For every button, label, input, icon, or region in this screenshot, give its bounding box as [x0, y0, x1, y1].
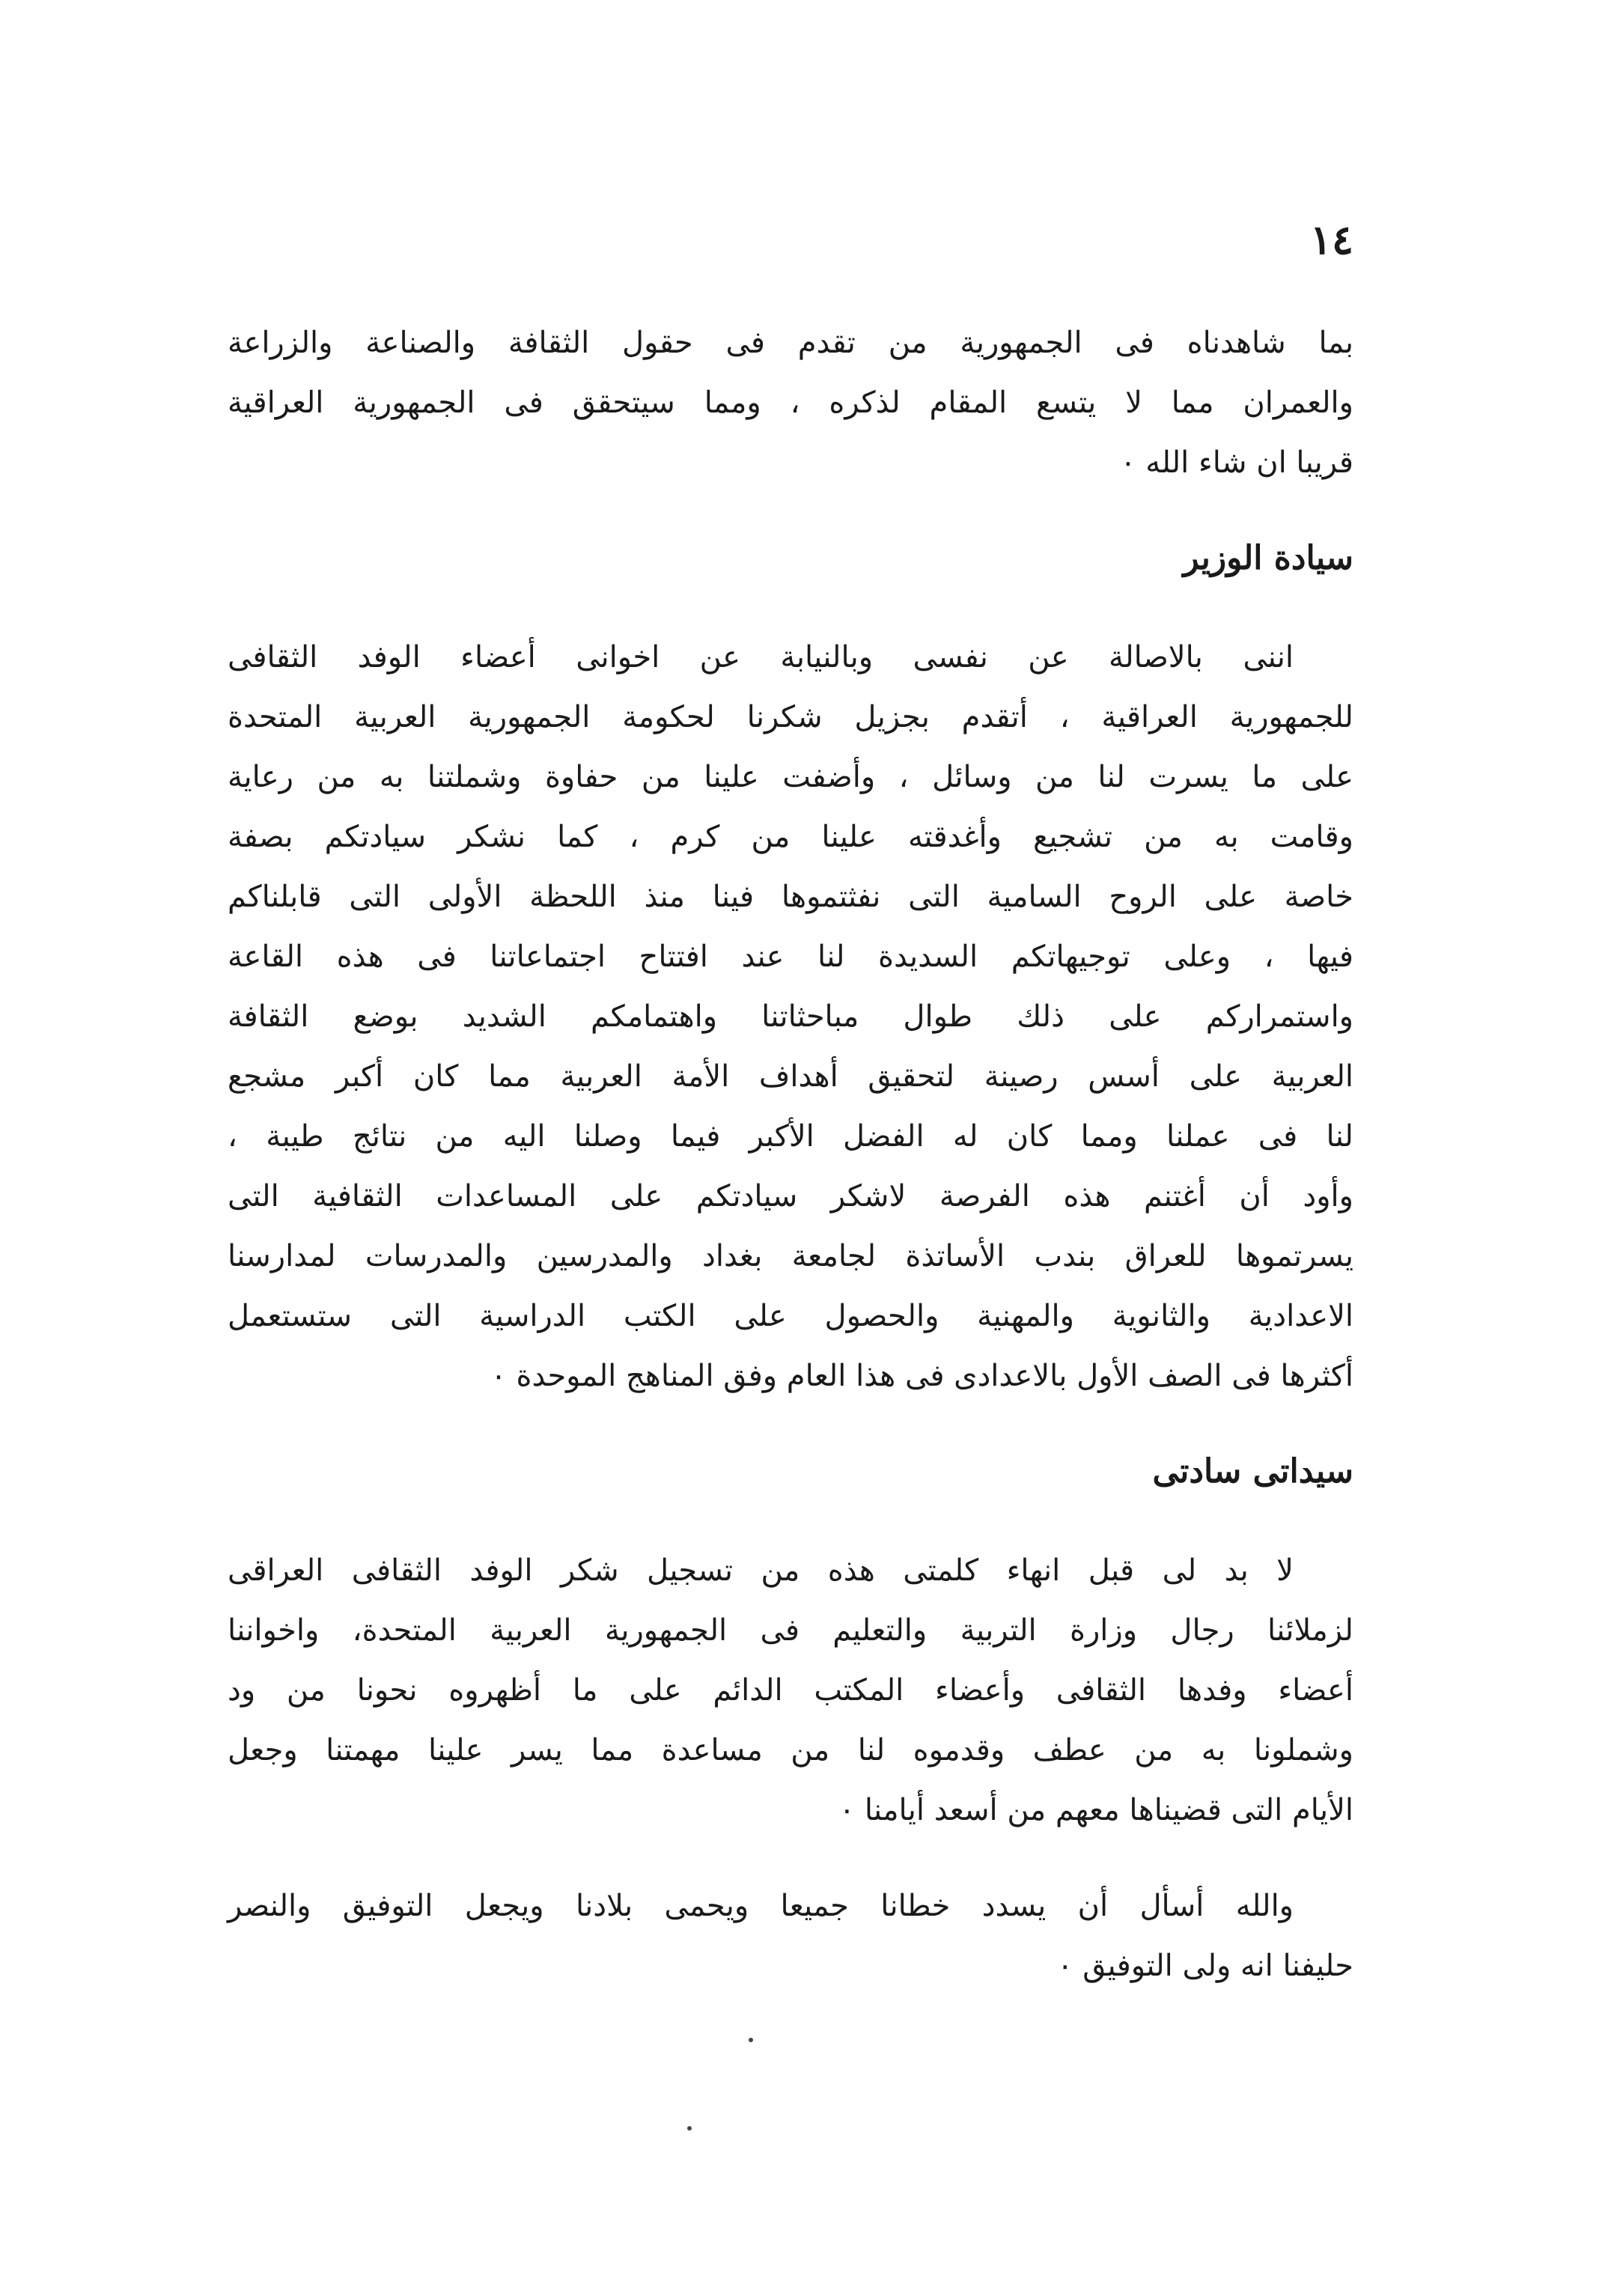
section-2-paragraph — [228, 1541, 1353, 1840]
paragraph-line: لا بد لى قبل انهاء كلمتى هذه من تسجيل شكر الوفد الثقافى العراقى — [228, 1553, 1294, 1588]
paragraph-line: يسرتموها للعراق بندب الأساتذة لجامعة بغداد والمدرسين والمدرسات لمدارسنا — [228, 1239, 1353, 1273]
paragraph-line: لزملائنا رجال وزارة التربية والتعليم فى الجمهورية العربية المتحدة، واخواننا — [228, 1613, 1353, 1648]
paragraph-line: بما شاهدناه فى الجمهورية من تقدم فى حقول الثقافة والصناعة والزراعة — [228, 326, 1353, 360]
scan-speck — [687, 2126, 692, 2131]
paragraph-line: والله أسأل أن يسدد خطانا جميعا ويحمى بلادنا ويجعل التوفيق والنصر — [228, 1889, 1294, 1923]
scan-speck — [749, 2038, 753, 2042]
paragraph-line: أكثرها فى الصف الأول بالاعدادى فى هذا العام وفق المناهج الموحدة ٠ — [490, 1359, 1353, 1393]
paragraph-line: للجمهورية العراقية ، أتقدم بجزيل شكرنا لحكومة الجمهورية العربية المتحدة — [228, 700, 1353, 734]
paragraph-line: وأود أن أغتنم هذه الفرصة لاشكر سيادتكم على المساعدات الثقافية التى — [228, 1179, 1353, 1214]
section-1-paragraph — [228, 627, 1353, 1406]
paragraph-line: وقامت به من تشجيع وأغدقته علينا من كرم ، كما نشكر سيادتكم بصفة — [228, 820, 1353, 854]
paragraph-line: والعمران مما لا يتسع المقام لذكره ، ومما سيتحقق فى الجمهورية العراقية — [228, 386, 1353, 420]
page-number: ١٤ — [1309, 216, 1353, 264]
text-column — [228, 313, 1353, 1996]
paragraph-line: الاعدادية والثانوية والمهنية والحصول على الكتب الدراسية التى ستستعمل — [228, 1299, 1353, 1333]
paragraph-line: العربية على أسس رصينة لتحقيق أهداف الأمة العربية مما كان أكبر مشجع — [228, 1059, 1353, 1094]
paragraph-line: وشملونا به من عطف وقدموه لنا من مساعدة مما يسر علينا مهمتنا وجعل — [228, 1733, 1353, 1767]
paragraph-line: الأيام التى قضيناها معهم من أسعد أيامنا ٠ — [838, 1793, 1353, 1827]
closing-paragraph — [228, 1876, 1353, 1996]
paragraph-line: اننى بالاصالة عن نفسى وبالنيابة عن اخوانى أعضاء الوفد الثقافى — [228, 640, 1294, 675]
section-heading: سيداتى سادتى — [1152, 1452, 1353, 1490]
paragraph-line: على ما يسرت لنا من وسائل ، وأضفت علينا من حفاوة وشملتنا به من رعاية — [228, 760, 1354, 794]
paragraph-line: قريبا ان شاء الله ٠ — [1120, 445, 1353, 480]
paragraph-line: واستمراركم على ذلك طوال مباحثاتنا واهتمامكم الشديد بوضع الثقافة — [228, 999, 1353, 1034]
paragraph-line: خاصة على الروح السامية التى نفثتموها فينا منذ اللحظة الأولى التى قابلناكم — [228, 880, 1353, 914]
intro-paragraph — [228, 313, 1353, 493]
paragraph-line: لنا فى عملنا ومما كان له الفضل الأكبر فيما وصلنا اليه من نتائج طيبة ، — [228, 1119, 1353, 1154]
paragraph-line: أعضاء وفدها الثقافى وأعضاء المكتب الدائم على ما أظهروه نحونا من ود — [228, 1673, 1353, 1708]
paragraph-line: فيها ، وعلى توجيهاتكم السديدة لنا عند افتتاح اجتماعاتنا فى هذه القاعة — [228, 940, 1353, 974]
section-heading: سيادة الوزير — [1183, 539, 1353, 577]
paragraph-line: حليفنا انه ولى التوفيق ٠ — [1057, 1949, 1353, 1983]
